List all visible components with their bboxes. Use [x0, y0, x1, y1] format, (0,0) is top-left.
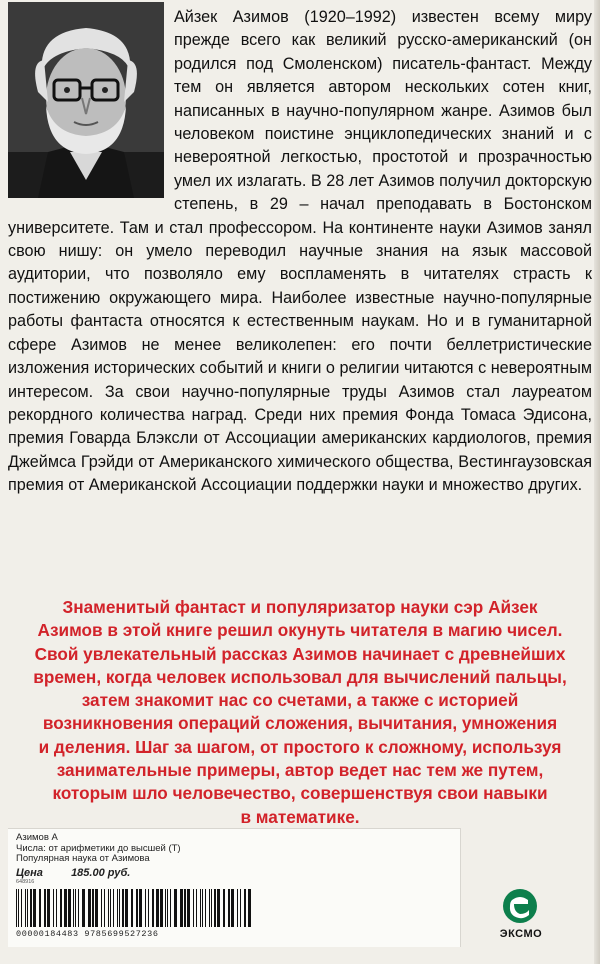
barcode-bar: [125, 889, 128, 927]
barcode-bar: [214, 889, 216, 927]
barcode-bar: [82, 889, 85, 927]
barcode-bar: [68, 889, 71, 927]
barcode-bar: [228, 889, 230, 927]
barcode-bar: [18, 889, 19, 927]
description-line: Знаменитый фантаст и популяризатор науки сэр Айзек: [62, 597, 538, 617]
barcode-bar: [122, 889, 124, 927]
price-sticker: [8, 828, 461, 947]
barcode-bar: [25, 889, 26, 927]
barcode-bar: [30, 889, 32, 927]
label-code: 648916: [16, 878, 35, 885]
barcode-bar: [56, 889, 57, 927]
barcode-bar: [202, 889, 203, 927]
biography-text: Айзек Азимов (1920–1992) известен всему миру прежде всего как великий русско-американский (он родился под Смоленском) писатель-фантаст. Между тем он является автором нескольких сотен книг, написанных в научно-популярном жанре. Азимов был человеком поистине энциклопедических знаний и с невероятной легкостью, простотой и прозрачностью умел их излагать. В 28 лет Азимов получил докторскую степень, в 29 – начал преподавать в Бостонском университете. Там и стал профессором. На континенте науки Азимов занял свою нишу: он умело переводил научные знания на язык массовой аудитории, что позволяло ему воспламенять в читателях страсть к постижению окружающего мира. Наиболее известные научно-популярные работы фантаста относятся к естественным наукам. Но и в гуманитарной сфере Азимов не менее великолепен: его почти беллетристические изложения исторических событий и книги о религии читаются с невероятным интересом. За свои научно-популярные труды Азимов стал лауреатом рекордного количества наград. Среди них премия Фонда Томаса Эдисона, премия Говарда Блэксли от Ассоциации американских кардиологов, премия Джеймса Грэйди от Американского химического общества, Вестингаузовская премия от Американской Ассоциации поддержки науки и множество других.: [8, 8, 592, 495]
barcode-bar: [47, 889, 50, 927]
barcode-bar: [108, 889, 109, 927]
barcode-bar: [165, 889, 166, 927]
barcode-bar: [160, 889, 163, 927]
description-line: Свой увлекательный рассказ Азимов начинает с древнейших: [34, 643, 566, 664]
barcode-bar: [39, 889, 41, 927]
barcode-bar: [27, 889, 28, 927]
label-author: Азимов А: [16, 832, 58, 843]
barcode-bar: [33, 889, 36, 927]
barcode-bar: [156, 889, 159, 927]
barcode-bar: [92, 889, 94, 927]
price-label: Цена: [16, 866, 43, 879]
barcode-bar: [73, 889, 74, 927]
description-line: Азимов в этой книге решил окунуть читателя в магию чисел.: [37, 620, 563, 641]
barcode-bar: [21, 889, 22, 927]
barcode-bar: [136, 889, 138, 927]
barcode-bar: [117, 889, 118, 927]
barcode-bar: [237, 889, 238, 927]
barcode-bar: [174, 889, 177, 927]
barcode-bar: [248, 889, 251, 927]
barcode-bar: [170, 889, 171, 927]
description-line: занимательные примеры, автор ведет нас тем же путем,: [56, 760, 544, 781]
price-value: 185.00 руб.: [71, 866, 131, 879]
barcode-bar: [211, 889, 212, 927]
barcode-bar: [187, 889, 190, 927]
barcode-bar: [205, 889, 206, 927]
description-line: и деления. Шаг за шагом, от простого к сложному, используя: [38, 736, 562, 757]
barcode-bar: [101, 889, 102, 927]
barcode-bar: [209, 889, 210, 927]
label-series: Популярная наука от Азимова: [16, 853, 150, 864]
description-line: в математике.: [240, 806, 360, 827]
barcode-bar: [104, 889, 105, 927]
barcode-bar: [113, 889, 114, 927]
barcode-bar: [139, 889, 142, 927]
barcode-bar: [110, 889, 111, 927]
barcode-bar: [184, 889, 186, 927]
barcode-bar: [44, 889, 46, 927]
barcode-bar: [180, 889, 183, 927]
barcode-bar: [64, 889, 67, 927]
barcode-bar: [60, 889, 62, 927]
barcode-bar: [193, 889, 194, 927]
description-line: возникновения операций сложения, вычитания, умножения: [42, 713, 558, 734]
barcode-bar: [152, 889, 154, 927]
barcode-bar: [244, 889, 246, 927]
barcode-bar: [88, 889, 91, 927]
barcode-bar: [16, 889, 17, 927]
description-line: которым шло человечество, совершенствуя свои навыки: [52, 783, 548, 804]
barcode-bar: [145, 889, 146, 927]
barcode-bar: [196, 889, 197, 927]
barcode-digits: 00000184483 9785699527236: [16, 929, 159, 939]
barcode-bar: [75, 889, 76, 927]
barcode-bar: [240, 889, 241, 927]
barcode-bar: [217, 889, 220, 927]
barcode-bar: [200, 889, 201, 927]
barcode-bar: [131, 889, 133, 927]
eksmo-logo-icon: [502, 888, 538, 924]
barcode-bar: [148, 889, 149, 927]
publisher-name: ЭКСМО: [499, 928, 543, 940]
book-description: [20, 596, 580, 829]
barcode-bar: [167, 889, 168, 927]
barcode-bar: [231, 889, 234, 927]
description-line: времен, когда человек использовал для вычислений пальцы,: [33, 666, 567, 687]
barcode-bar: [53, 889, 54, 927]
spine-edge: [594, 0, 600, 964]
barcode-bar: [95, 889, 98, 927]
barcode-bar: [119, 889, 120, 927]
barcode-bar: [223, 889, 225, 927]
label-title: Числа: от арифметики до высшей (Т): [16, 842, 181, 854]
price-row: [8, 867, 460, 879]
author-biography: [8, 6, 592, 498]
barcode: [16, 889, 252, 927]
description-line: затем знакомит нас со счетами, а также с историей: [81, 690, 519, 711]
barcode-bar: [78, 889, 79, 927]
